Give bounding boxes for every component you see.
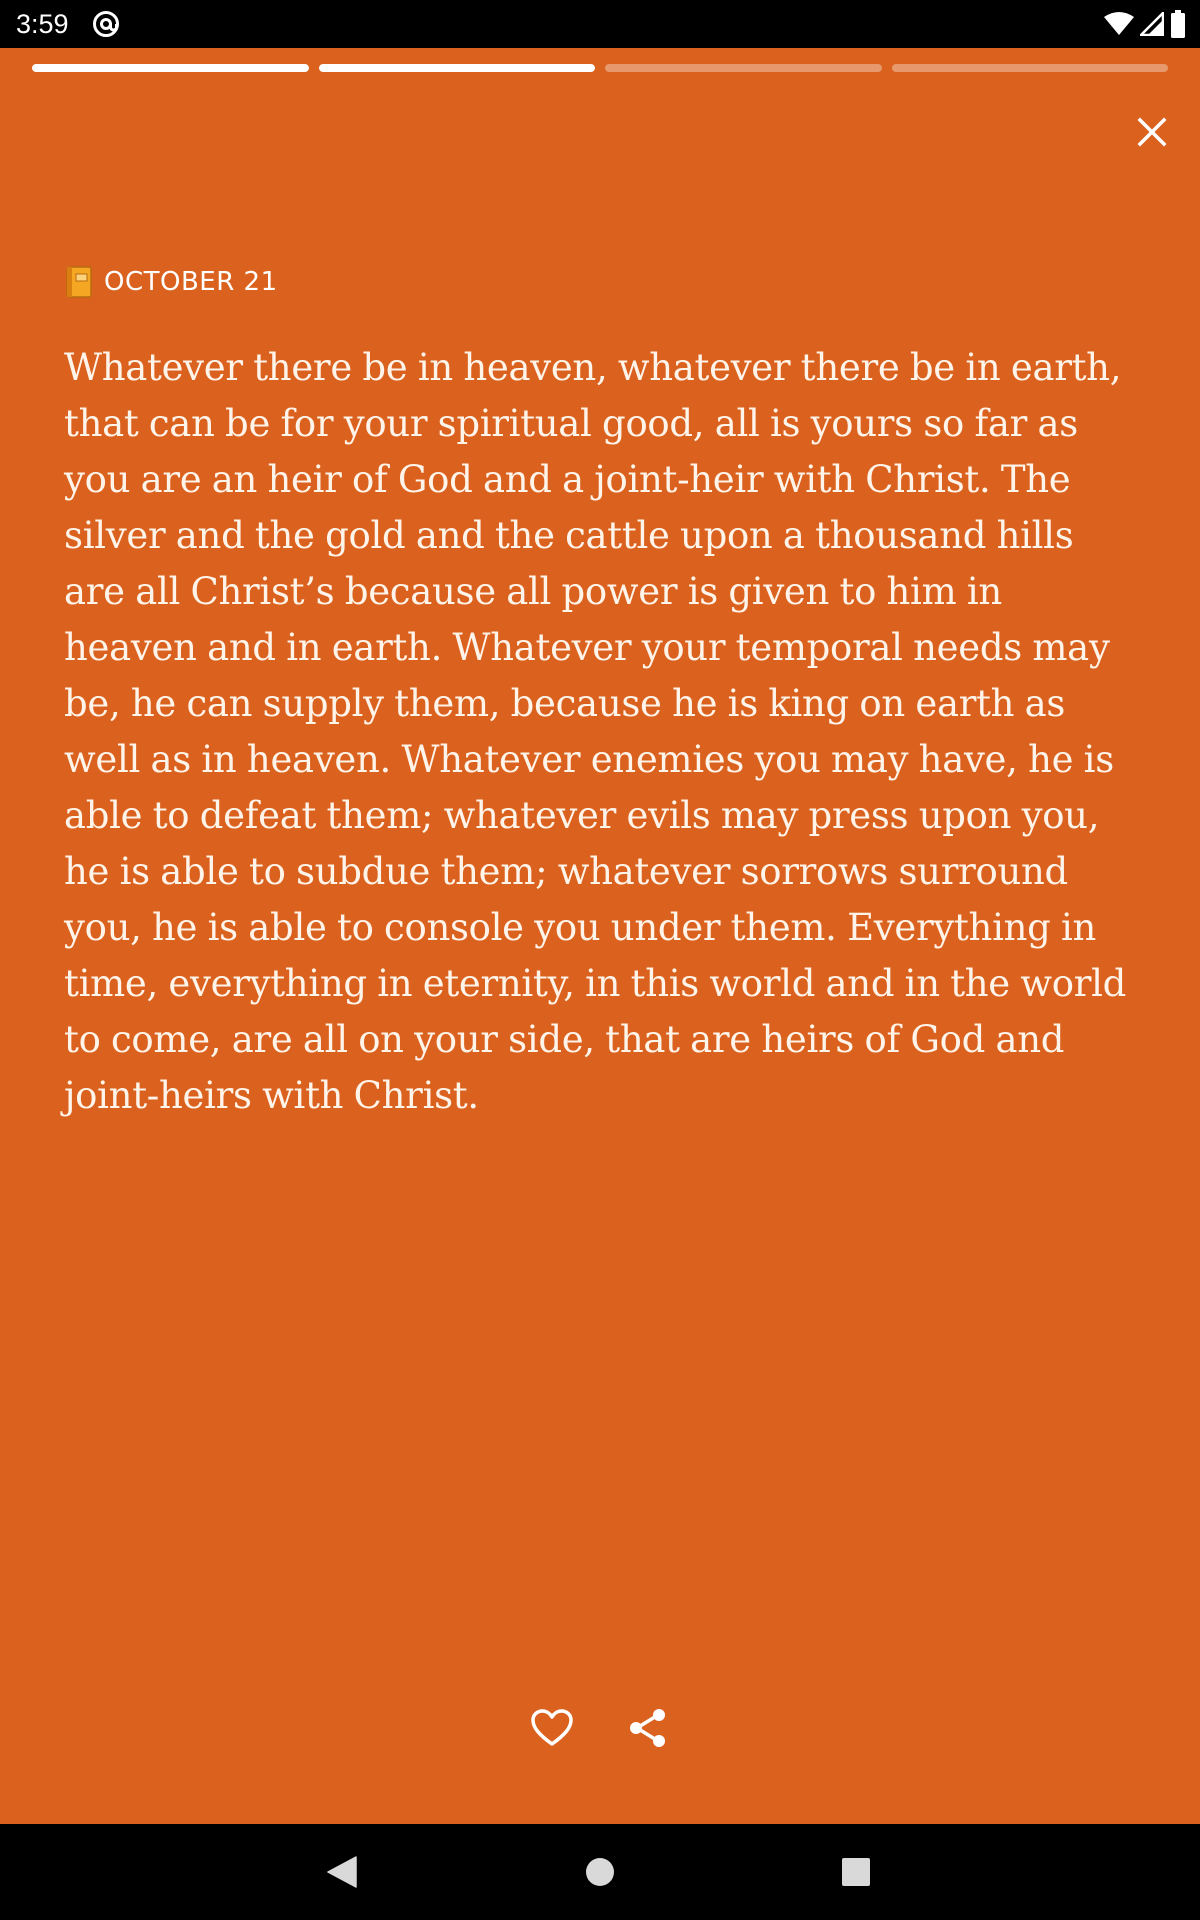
date-label: OCTOBER 21: [104, 267, 278, 297]
progress-fill: [32, 64, 309, 72]
progress-segment: [892, 64, 1169, 72]
battery-icon: [1170, 10, 1186, 38]
recents-button[interactable]: [826, 1842, 886, 1902]
share-icon: [627, 1707, 669, 1749]
story-progress: [32, 64, 1168, 72]
devotional-text: Whatever there be in heaven, whatever there be in earth, that can be for your spiritual good, all is yours so far as you are an heir of God and a joint-heir with Christ. The silver and the gold and the cattle upon a thousand hills are all Christ’s because all power is given to him in heaven and in earth. Whatever your temporal needs may be, he can supply them, because he is king on earth as well as in heaven. Whatever enemies you may have, he is able to defeat them; whatever evils may press upon you, he is able to subdue them; whatever sorrows surround you, he is able to console you under them. Everything in time, everything in eternity, in this world and in the world to come, are all on your side, that are heirs of God and joint-heirs with Christ.: [64, 346, 1127, 1117]
cell-signal-icon: [1140, 12, 1164, 36]
like-button[interactable]: [524, 1700, 580, 1756]
status-bar: [0, 0, 1200, 48]
close-icon: [1137, 117, 1167, 147]
orange-book-icon: [66, 266, 92, 298]
progress-segment: [32, 64, 309, 72]
navigation-bar: [0, 1824, 1200, 1920]
back-triangle-icon: [326, 1855, 358, 1889]
date-header: [66, 266, 278, 298]
at-sign-icon: [92, 10, 120, 38]
close-button[interactable]: [1124, 104, 1180, 160]
heart-icon: [530, 1708, 574, 1748]
recents-square-icon: [841, 1857, 871, 1887]
share-button[interactable]: [620, 1700, 676, 1756]
story-card[interactable]: [0, 48, 1200, 1824]
home-circle-icon: [584, 1856, 616, 1888]
wifi-icon: [1104, 12, 1134, 36]
status-time: 3:59: [16, 9, 69, 39]
progress-segment: [605, 64, 882, 72]
story-actions: [0, 1698, 1200, 1758]
progress-segment: [319, 64, 596, 72]
status-icons: [1104, 9, 1186, 39]
progress-fill: [319, 64, 596, 72]
back-button[interactable]: [312, 1842, 372, 1902]
home-button[interactable]: [570, 1842, 630, 1902]
